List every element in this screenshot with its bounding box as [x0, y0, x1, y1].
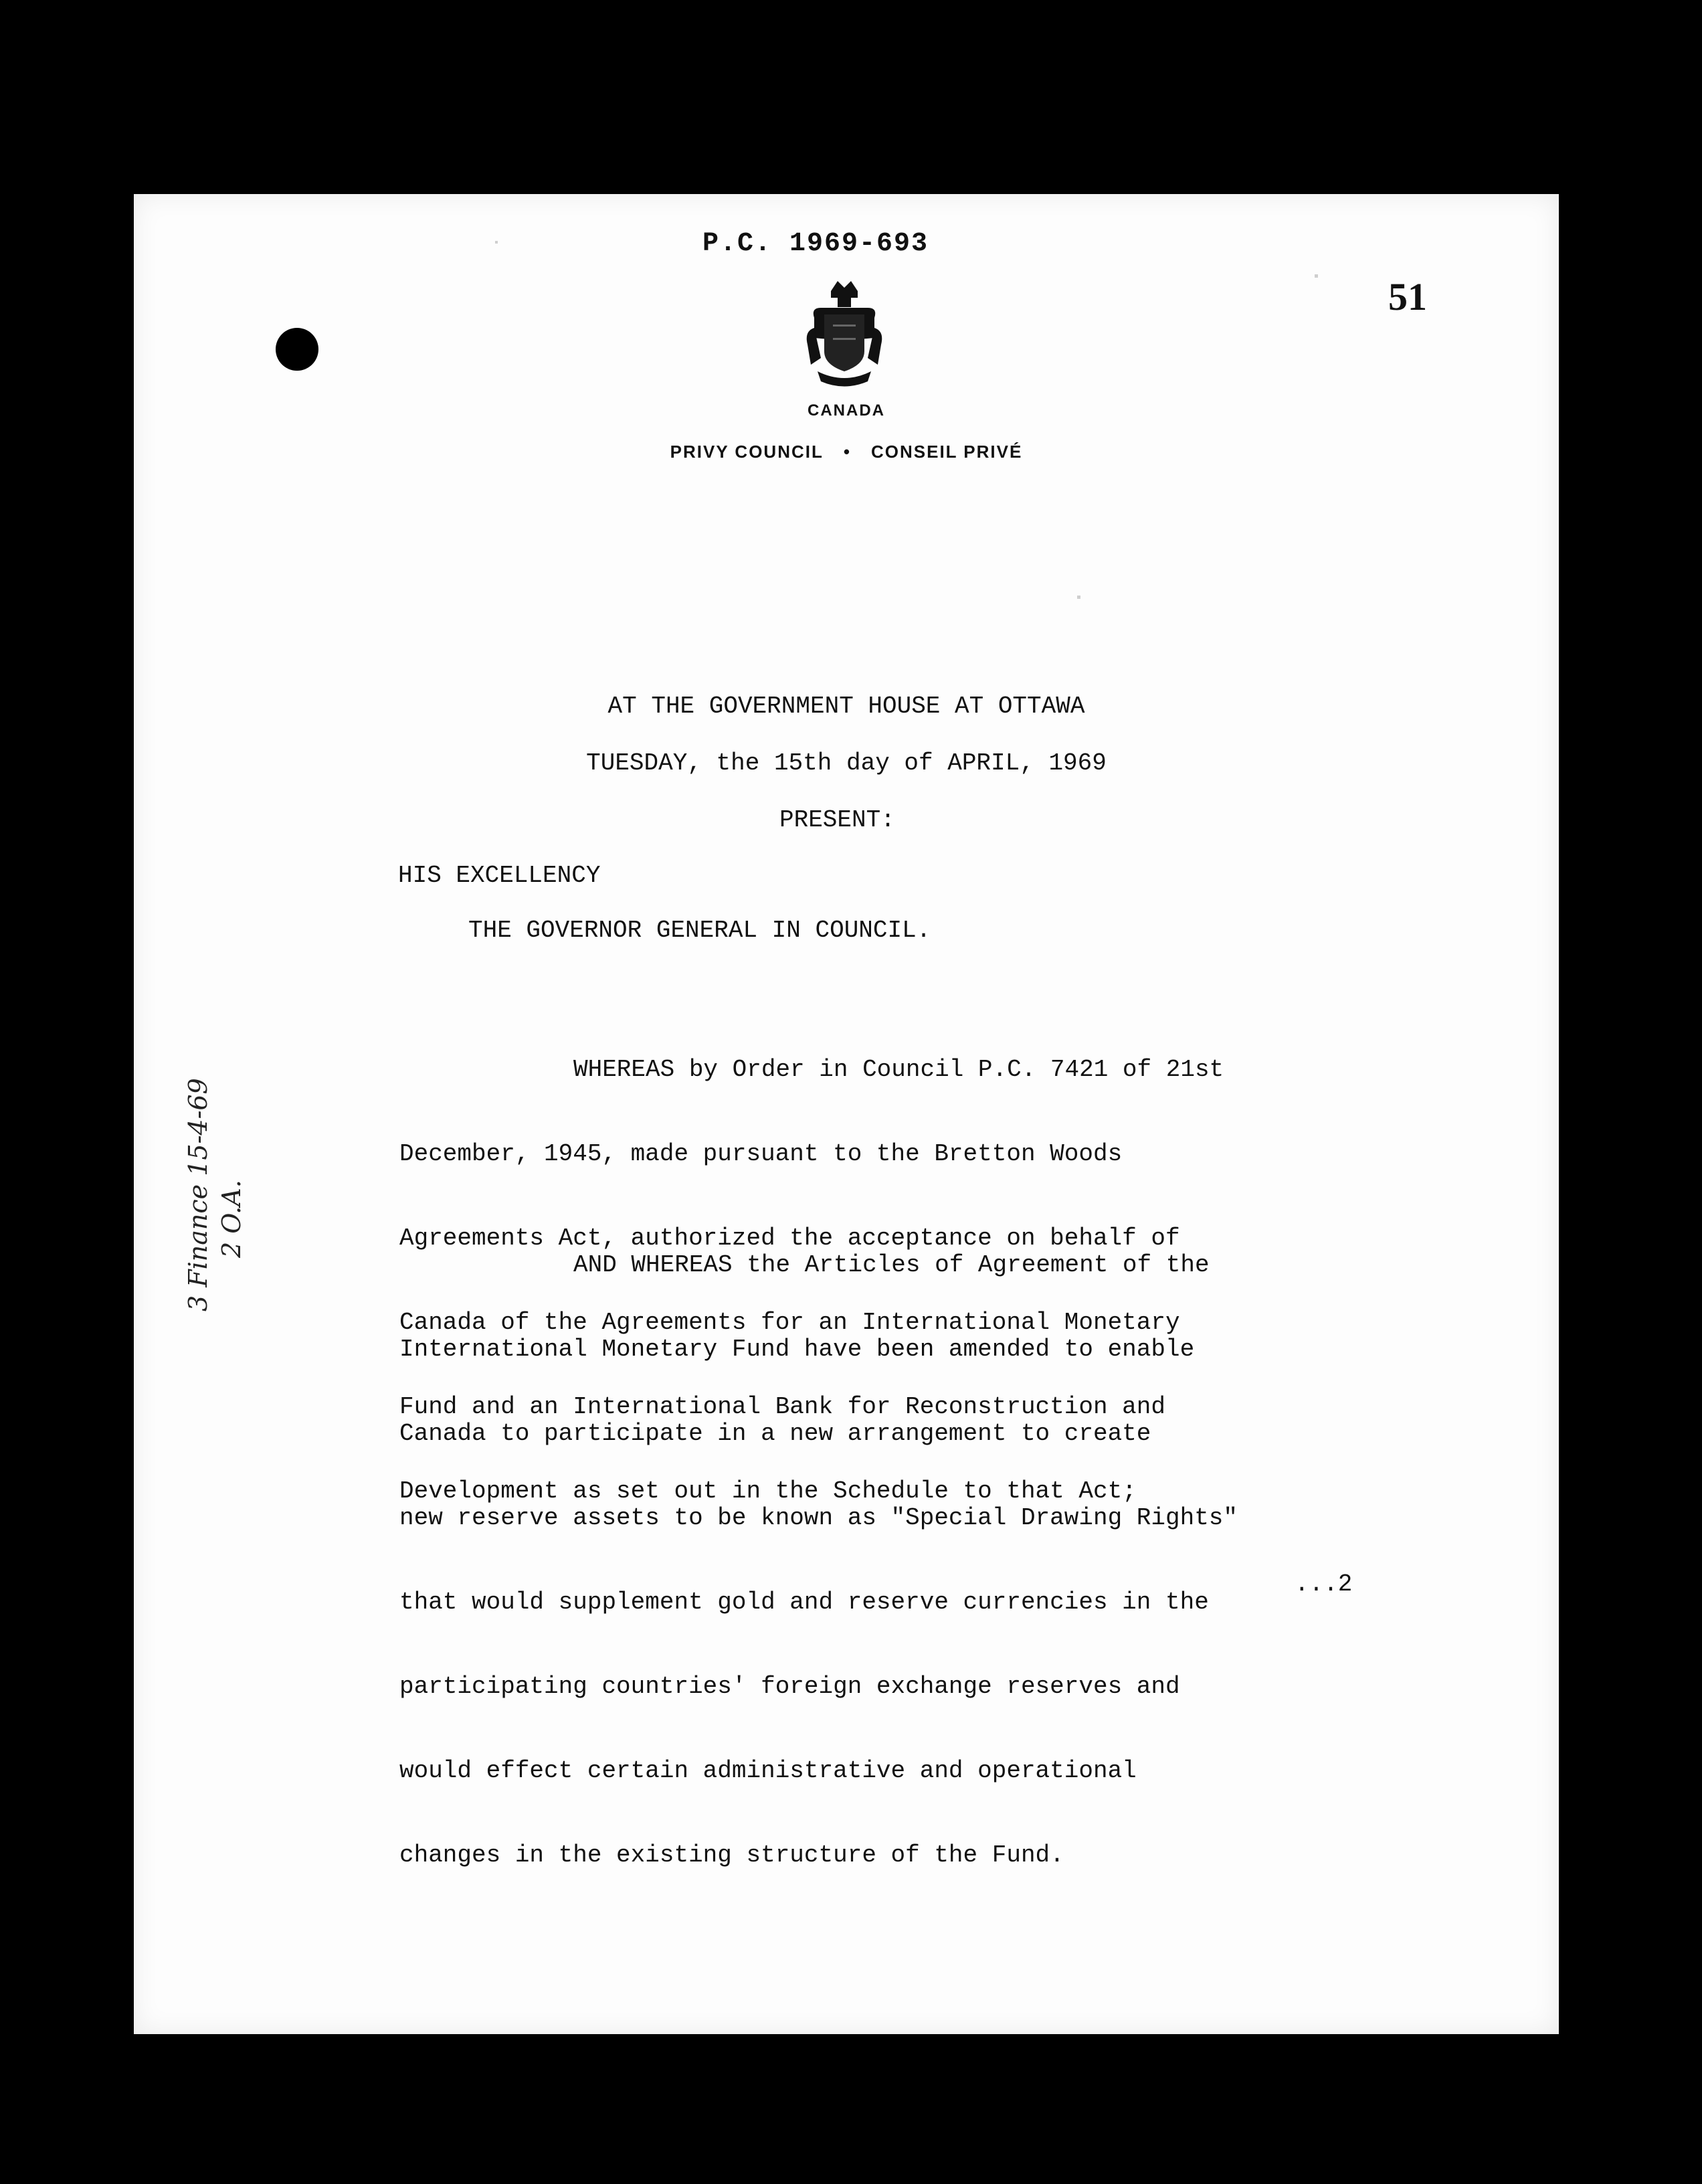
paragraph-line: changes in the existing structure of the Fund.: [399, 1841, 1064, 1869]
paragraph-line: AND WHEREAS the Articles of Agreement of the: [573, 1251, 1210, 1279]
excellency-line: HIS EXCELLENCY: [398, 862, 601, 889]
council-french: CONSEIL PRIVÉ: [870, 442, 1023, 462]
punch-hole: [276, 328, 318, 371]
paragraph-line: Canada to participate in a new arrangement to create: [399, 1420, 1151, 1447]
handwritten-margin-note: [177, 1030, 310, 1311]
page-number: 51: [1388, 275, 1427, 318]
continued-marker: ...2: [1295, 1570, 1353, 1598]
canadian-coat-of-arms-icon: [801, 278, 888, 391]
handwritten-note-line: 3 Finance 15-4-69: [183, 1078, 213, 1311]
present-line: PRESENT:: [779, 806, 895, 834]
paragraph-line: Agreements Act, authorized the acceptance on behalf of: [399, 1224, 1180, 1252]
paragraph-line: Development as set out in the Schedule to that Act;: [399, 1477, 1137, 1505]
location-line: AT THE GOVERNMENT HOUSE AT OTTAWA: [607, 693, 1085, 720]
council-english: PRIVY COUNCIL: [670, 442, 824, 462]
governor-line: THE GOVERNOR GENERAL IN COUNCIL.: [468, 917, 931, 944]
paragraph-line: December, 1945, made pursuant to the Bretton Woods: [399, 1140, 1123, 1168]
paragraph-line: would effect certain administrative and operational: [399, 1757, 1137, 1785]
paragraph-line: new reserve assets to be known as "Special Drawing Rights": [399, 1504, 1238, 1532]
paragraph-whereas-2: [399, 1195, 1550, 1926]
paragraph-line: WHEREAS by Order in Council P.C. 7421 of 21st: [573, 1056, 1224, 1083]
paragraph-line: International Monetary Fund have been amended to enable: [399, 1336, 1195, 1363]
order-number: P.C. 1969-693: [702, 229, 929, 259]
paragraph-line: that would supplement gold and reserve currencies in the: [399, 1588, 1209, 1616]
handwritten-note-line: 2 O.A.: [217, 1180, 246, 1258]
document-page: [134, 194, 1559, 2034]
paragraph-line: participating countries' foreign exchange reserves and: [399, 1673, 1180, 1700]
paragraph-line: Canada of the Agreements for an International Monetary: [399, 1309, 1180, 1336]
letterhead-council: [134, 442, 1559, 462]
date-line: TUESDAY, the 15th day of APRIL, 1969: [586, 749, 1107, 777]
paragraph-line: Fund and an International Bank for Reconstruction and: [399, 1393, 1165, 1421]
letterhead-country: CANADA: [808, 401, 885, 420]
letterhead-separator: •: [843, 442, 851, 462]
